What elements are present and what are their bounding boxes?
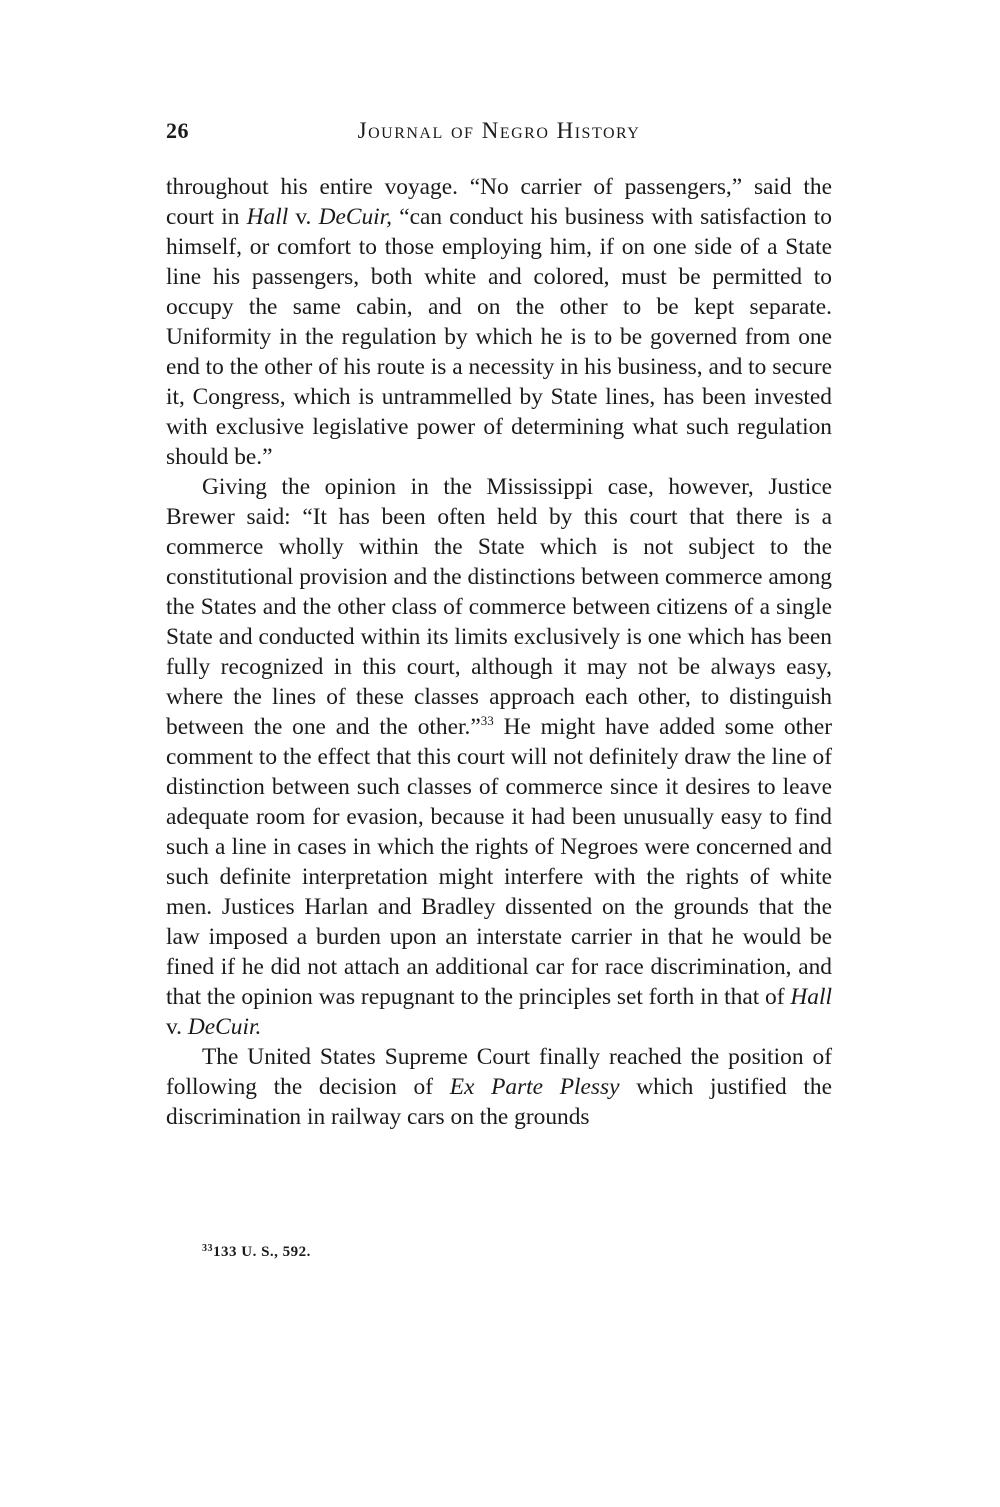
paragraph: [166, 472, 832, 1042]
case-name-italic: DeCuir.: [187, 1014, 262, 1040]
page-header: [166, 118, 832, 154]
footnote-mark: 33: [202, 1243, 213, 1254]
text-run: Giving the opinion in the Mississippi case, however, Justice Brewer said: “It has been often held by this court that there is a commerce wholly within the State which is not subject to the constitutional provision and the distinctions between commerce among the States and the other class of commerce between citizens of a single State and conducted within its limits exclusively is one which has been fully recognized in this court, although it may not be always easy, where the lines of these classes approach each other, to distinguish between the one and the other.”: [166, 474, 832, 740]
paragraph: [166, 172, 832, 472]
footnote-reference: 33: [480, 713, 494, 728]
case-name-italic: Hall: [246, 204, 289, 230]
text-run: which justified the discrimination in railway cars on the grounds: [166, 1074, 832, 1130]
case-name-italic: Ex Parte Plessy: [449, 1074, 620, 1100]
text-run: “can conduct his business with satisfaction to himself, or comfort to those employing him, if on one side of a State line his passengers, both white and colored, must be permitted to occupy the same cabin, and on the other to be kept separate. Uniformity in the regulation by which he is to be governed from one end to the other of his route is a necessity in his business, and to secure it, Congress, which is untrammelled by State lines, has been invested with exclusive legislative power of determining what such regulation should be.”: [166, 204, 832, 470]
case-name-italic: Hall: [790, 984, 832, 1010]
case-name-italic: DeCuir,: [318, 204, 393, 230]
paragraph: [166, 1042, 832, 1132]
body-text: [166, 172, 832, 1132]
text-run: The United States Supreme Court finally reached the position of following the decision of: [166, 1044, 832, 1100]
running-head: Journal of Negro History: [357, 118, 641, 143]
text-run: v.: [288, 204, 319, 230]
page-number: 26: [166, 118, 189, 143]
text-run: v.: [166, 1014, 188, 1040]
text-run: He might have added some other comment to the effect that this court will not definitely draw the line of distinction between such classes of commerce since it desires to leave adequate room for evasion, because it had been unusually easy to find such a line in cases in which the rights of Negroes were concerned and such definite interpretation might interfere with the rights of white men. Justices Harlan and Bradley dissented on the grounds that the law imposed a burden upon an interstate carrier in that he would be fined if he did not attach an additional car for race discrimination, and that the opinion was repugnant to the principles set forth in that of: [166, 714, 832, 1010]
footnote: [202, 1244, 311, 1261]
text-run: throughout his entire voyage. “No carrier of passengers,” said the court in: [166, 174, 832, 230]
footnote-text: 133 U. S., 592.: [213, 1244, 311, 1260]
